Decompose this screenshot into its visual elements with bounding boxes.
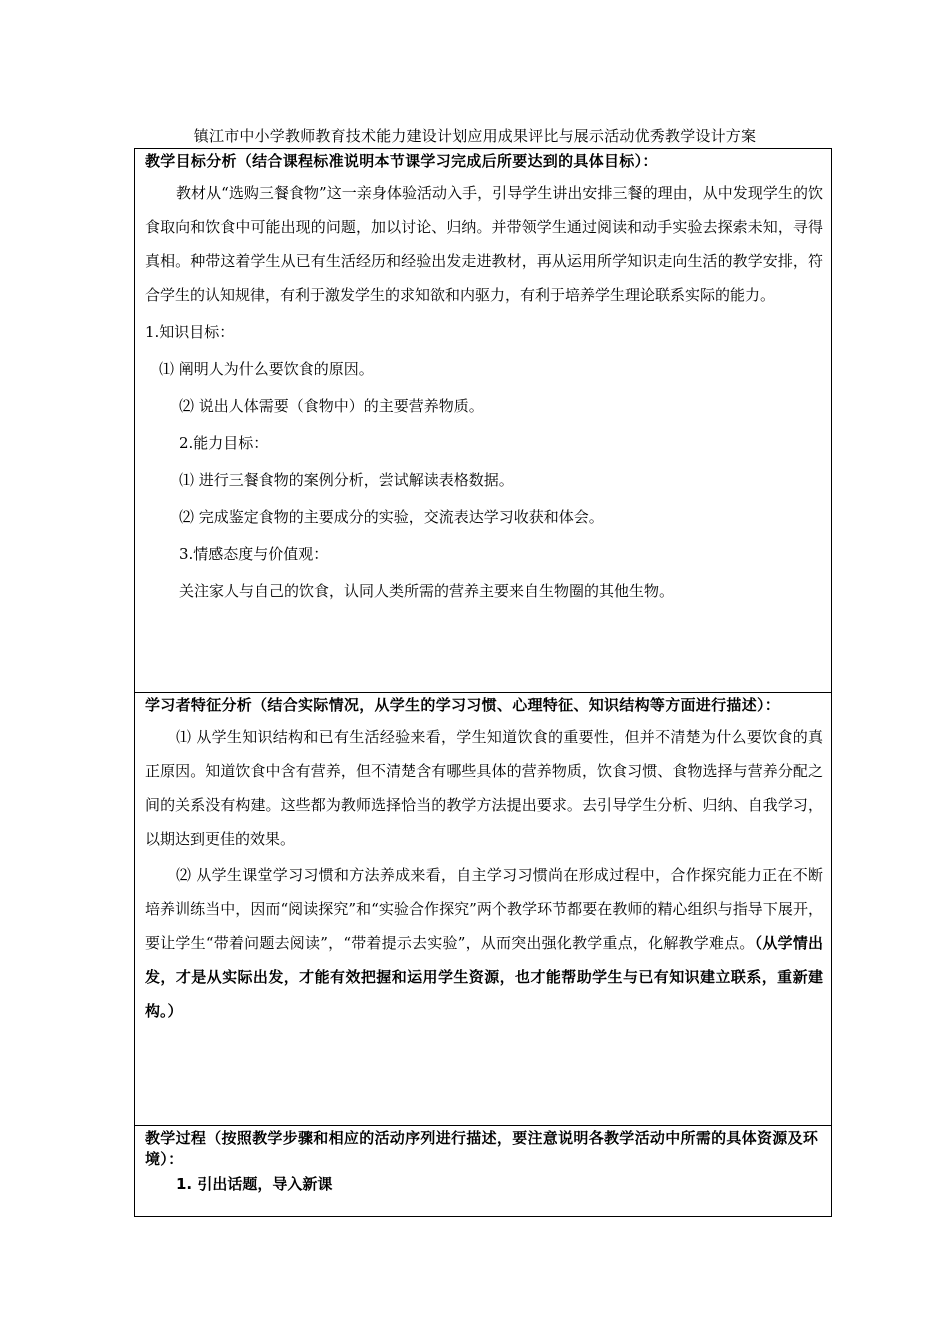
teaching-step-1: 1. 引出话题，导入新课: [176, 1175, 333, 1193]
objectives-intro: 教材从“选购三餐食物”这一亲身体验活动入手，引导学生讲出安排三餐的理由，从中发现学生的饮食取向和饮食中可能出现的问题，加以讨论、归纳。并带领学生通过阅读和动手实验去探索未知，寻得真相。种带这着学生从已有生活经历和经验出发走进教材，再从运用所学知识走向生活的教学安排，符合学生的认知规律，有利于激发学生的求知欲和内驱力，有利于培养学生理论联系实际的能力。: [145, 184, 823, 304]
attitude-goal-text: 关注家人与自己的饮食，认同人类所需的营养主要来自生物圈的其他生物。: [179, 582, 675, 600]
learner-analysis-heading: 学习者特征分析（结合实际情况，从学生的学习习惯、心理特征、知识结构等方面进行描述）：: [145, 696, 781, 714]
attitude-goal-title: 3.情感态度与价值观：: [179, 545, 329, 563]
knowledge-goal-2: ⑵ 说出人体需要（食物中）的主要营养物质。: [179, 397, 484, 415]
knowledge-goal-1: ⑴ 阐明人为什么要饮食的原因。: [159, 360, 374, 378]
learner-analysis-emphasis: （从学情出发，才是从实际出发，才能有效把握和运用学生资源，也才能帮助学生与已有知识建立联系，重新建构。）: [145, 934, 823, 1020]
ability-goal-1: ⑴ 进行三餐食物的案例分析，尝试解读表格数据。: [179, 471, 514, 489]
teaching-process-section: [135, 1125, 831, 1219]
objectives-section: [135, 149, 831, 692]
learner-analysis-para-2-text: ⑵ 从学生课堂学习习惯和方法养成来看，自主学习习惯尚在形成过程中，合作探究能力正在不断培养训练当中，因而“阅读探究”和“实验合作探究”两个教学环节都要在教师的精心组织与指导下展开，要让学生“带着问题去阅读”，“带着提示去实验”，从而突出强化教学重点，化解教学难点。: [145, 866, 823, 952]
learner-analysis-para-2: [135, 858, 831, 1028]
knowledge-goal-title: 1.知识目标：: [145, 323, 235, 341]
learner-analysis-section: [135, 692, 831, 1126]
ability-goal-title: 2.能力目标：: [179, 434, 269, 452]
design-table: [134, 148, 832, 1217]
teaching-process-heading: 教学过程（按照教学步骤和相应的活动序列进行描述，要注意说明各教学活动中所需的具体资源及环境）：: [145, 1129, 819, 1168]
document-title: 镇江市中小学教师教育技术能力建设计划应用成果评比与展示活动优秀教学设计方案: [193, 127, 757, 145]
learner-analysis-para-1: ⑴ 从学生知识结构和已有生活经验来看，学生知道饮食的重要性，但并不清楚为什么要饮食的真正原因。知道饮食中含有营养，但不清楚含有哪些具体的营养物质，饮食习惯、食物选择与营养分配之间的关系没有构建。这些都为教师选择恰当的教学方法提出要求。去引导学生分析、归纳、自我学习，以期达到更佳的效果。: [145, 728, 823, 848]
ability-goal-2: ⑵ 完成鉴定食物的主要成分的实验，交流表达学习收获和体会。: [179, 508, 604, 526]
objectives-heading: 教学目标分析（结合课程标准说明本节课学习完成后所要达到的具体目标）：: [145, 152, 658, 170]
